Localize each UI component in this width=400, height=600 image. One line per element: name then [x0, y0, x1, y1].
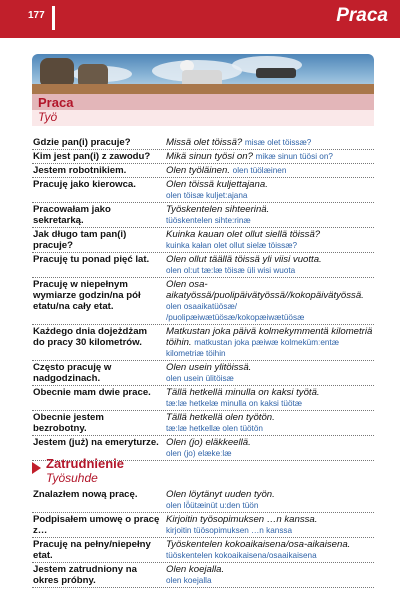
phrase-row [32, 488, 374, 513]
finnish-text: Olen osa-aikatyössä/puolipäivätyössä//kokopäivätyössä. [166, 279, 364, 301]
finnish-text: Tällä hetkellä olen työtön. [166, 412, 275, 423]
section2-subtitle: Työsuhde [46, 471, 98, 485]
phrase-row [32, 513, 374, 538]
section-subtitle: Työ [38, 110, 58, 124]
polish-phrase: Obecnie mam dwie prace. [33, 387, 151, 398]
polish-phrase: Pracuję jako kierowca. [33, 179, 136, 190]
finnish-phrase [166, 387, 374, 409]
chapter-title: Praca [336, 5, 388, 26]
polish-phrase: Jestem zatrudniony na okres próbny. [33, 564, 137, 586]
finnish-text: Olen töissä kuljettajana. [166, 179, 268, 190]
finnish-phrase [166, 165, 374, 176]
pronunciation: matkustan joka pæiwæ kolmekümːentæ kilometriæ töihin [166, 338, 339, 358]
header-divider [52, 6, 55, 30]
finnish-phrase [166, 326, 374, 359]
finnish-text: Matkustan joka päivä kolmekymmentä kilometriä töihin. [166, 326, 373, 348]
pronunciation: olen lö̈ütæinüt u:den tüön [166, 501, 259, 510]
finnish-phrase [166, 514, 374, 536]
phrase-row [32, 386, 374, 411]
phrase-row [32, 178, 374, 203]
phrase-row [32, 136, 374, 150]
phrase-row [32, 411, 374, 436]
pronunciation: olen usein ülitöisæ [166, 374, 234, 383]
pronunciation: olen töisæ kuljet:ajana [166, 191, 248, 200]
phrase-row [32, 150, 374, 164]
workers-photo [32, 54, 374, 94]
finnish-text: Olen koejalla. [166, 564, 225, 575]
phrase-row [32, 228, 374, 253]
section2-title: Zatrudnienie [46, 456, 125, 471]
pronunciation: olen koejalla [166, 576, 212, 585]
finnish-phrase [166, 137, 374, 148]
finnish-phrase [166, 229, 374, 251]
finnish-text: Työskentelen sihteerinä. [166, 204, 270, 215]
pronunciation: misæ olet töissæ? [244, 138, 312, 147]
polish-phrase: Jestem robotnikiem. [33, 165, 127, 176]
section-title: Praca [38, 95, 74, 110]
phrase-row [32, 164, 374, 178]
section-marker-icon [32, 462, 41, 474]
polish-phrase: Obecnie jestem bezrobotny. [33, 412, 104, 434]
finnish-text: Työskentelen kokoaikaisena/osa-aikaisena. [166, 539, 351, 550]
pronunciation: kirjoitin tüösopimuksen …n kanssa [166, 526, 293, 535]
phrase-row [32, 253, 374, 278]
phrase-row [32, 325, 374, 361]
finnish-phrase [166, 254, 374, 276]
finnish-text: Missä olet töissä? [166, 137, 243, 148]
section-subtitle-band [32, 110, 374, 126]
pronunciation: tüöskentelen sihte:rinæ [166, 216, 251, 225]
phrase-list-employment [32, 488, 374, 588]
finnish-text: Olen usein ylitöissä. [166, 362, 252, 373]
header-bar [0, 0, 400, 38]
polish-phrase: Pracuję na pełny/niepełny etat. [33, 539, 151, 561]
phrase-row [32, 538, 374, 563]
pronunciation: tüöskentelen kokoaikaisena/osaaikaisena [166, 551, 317, 560]
polish-phrase: Często pracuję w nadgodzinach. [33, 362, 112, 384]
polish-phrase: Jak długo tam pan(i) pracuje? [33, 229, 127, 251]
polish-phrase: Kim jest pan(i) z zawodu? [33, 151, 151, 162]
polish-phrase: Podpisałem umowę o pracę z… [33, 514, 160, 536]
finnish-phrase [166, 179, 374, 201]
polish-phrase: Gdzie pan(i) pracuje? [33, 137, 131, 148]
polish-phrase: Pracowałam jako sekretarką. [33, 204, 111, 226]
finnish-phrase [166, 204, 374, 226]
pronunciation: mikæ sinun tüösi on? [255, 152, 333, 161]
phrase-row [32, 278, 374, 325]
polish-phrase: Jestem (już) na emeryturze. [33, 437, 159, 448]
pronunciation: kuinka kałan olet ollut sielæ töissæ? [166, 241, 298, 250]
polish-phrase: Pracuję w niepełnym wymiarze godzin/na pół etatu/na cały etat. [33, 279, 141, 312]
finnish-text: Kirjoitin työsopimuksen …n kanssa. [166, 514, 318, 525]
finnish-phrase [166, 437, 374, 459]
finnish-phrase [166, 489, 374, 511]
phrase-row [32, 361, 374, 386]
section-band [32, 94, 374, 110]
phrase-row [32, 203, 374, 228]
pronunciation: olen tüölæinen [232, 166, 287, 175]
finnish-phrase [166, 279, 374, 323]
phrase-list-work [32, 136, 374, 461]
finnish-phrase [166, 564, 374, 586]
pronunciation: olen (jo) elækeːlæ [166, 449, 232, 458]
finnish-phrase [166, 151, 374, 162]
finnish-text: Olen (jo) eläkkeellä. [166, 437, 251, 448]
finnish-phrase [166, 539, 374, 561]
finnish-phrase [166, 412, 374, 434]
finnish-text: Tällä hetkellä minulla on kaksi työtä. [166, 387, 320, 398]
finnish-text: Olen löytänyt uuden työn. [166, 489, 275, 500]
pronunciation: olen osaaikatüösæ/ /puolipæiwætüösæ/kokopæiwætüösæ [166, 302, 305, 322]
phrase-row [32, 563, 374, 588]
page-number: 177 [28, 10, 45, 21]
polish-phrase: Każdego dnia dojeżdżam do pracy 30 kilometrów. [33, 326, 148, 348]
finnish-phrase [166, 362, 374, 384]
finnish-text: Olen työläinen. [166, 165, 230, 176]
finnish-text: Mikä sinun työsi on? [166, 151, 253, 162]
polish-phrase: Znalazłem nową pracę. [33, 489, 138, 500]
finnish-text: Olen ollut täällä töissä yli viisi vuotta. [166, 254, 322, 265]
pronunciation: tæ:læ hetkellæ olen tüötön [166, 424, 263, 433]
pronunciation: olen ol:ut tæ:læ töisæ üli wisi wuota [166, 266, 296, 275]
polish-phrase: Pracuję tu ponad pięć lat. [33, 254, 150, 265]
finnish-text: Kuinka kauan olet ollut siellä töissä? [166, 229, 321, 240]
pronunciation: tæ:læ hetkelæ minulla on kaksi tüötæ [166, 399, 303, 408]
